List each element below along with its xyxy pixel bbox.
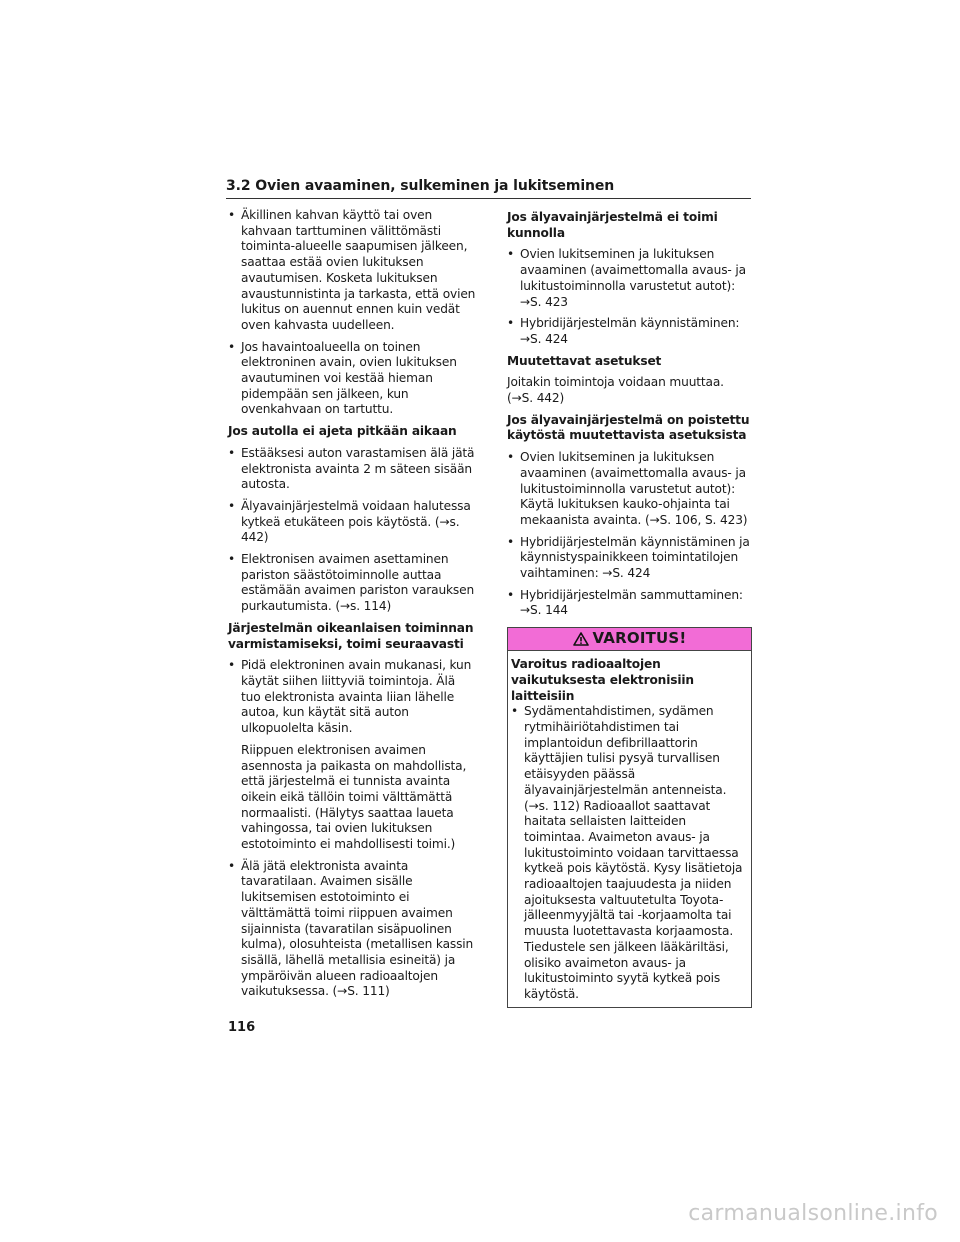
list-item: • Älyavainjärjestelmä voidaan halutessa kytkeä etukäteen pois käytöstä. (→s. 442) [228, 499, 476, 546]
subheading: Muutettavat asetukset [507, 353, 662, 368]
subheading: Jos älyavainjärjestelmä on poistettu käytöstä muutettavista asetuksista [507, 412, 750, 443]
warning-header [508, 628, 751, 651]
warning-body [508, 651, 751, 1006]
left-column [228, 208, 476, 1006]
list-item: • Älä jätä elektronista avainta tavaratilaan. Avaimen sisälle lukitsemisen estotoiminto ei välttämättä toimi riippuen avaimen sijainnista (tavaratilan sisäpuolinen kulma), olosuhteista (metallisen kassin sisällä, lähellä metallisia esineitä) ja ympäröivän alueen radioaaltojen vaikutuksessa. (→S. 111) [228, 859, 476, 1000]
list-item: • Jos havaintoalueella on toinen elektroninen avain, ovien lukituksen avautuminen voi kestää hieman pidempään sen jälkeen, kun ovenkahvaan on tartuttu. [228, 340, 476, 419]
subheading: Järjestelmän oikeanlaisen toiminnan varmistamiseksi, toimi seuraavasti [228, 620, 474, 651]
subheading: Jos älyavainjärjestelmä ei toimi kunnolla [507, 210, 718, 240]
warning-title: VAROITUS! [592, 629, 687, 648]
section-header [226, 178, 751, 199]
list-item: • Ovien lukitseminen ja lukituksen avaaminen (avaimettomalla avaus- ja lukitustoiminnolla varustetut autot): →S. 423 [507, 247, 752, 310]
subheading: Jos autolla ei ajeta pitkään aikaan [228, 424, 457, 439]
list-item: • Hybridijärjestelmän sammuttaminen: →S. 144 [507, 588, 752, 619]
warning-box [507, 627, 752, 1007]
list-item: • Elektronisen avaimen asettaminen pariston säästötoiminnolle auttaa estämään avaimen pariston varauksen purkautumista. (→s. 114) [228, 552, 476, 615]
section-title: 3.2 Ovien avaaminen, sulkeminen ja lukitseminen [226, 178, 751, 199]
list-item-continuation: Riippuen elektronisen avaimen asennosta ja paikasta on mahdollista, että järjestelmä ei tunnista avainta oikein eikä tällöin toimi välttämättä normaalisti. (Hälytys saattaa laueta vahingossa, tai ovien lukituksen estotoiminto ei mahdollisesti toimi.) [241, 742, 467, 852]
list-item: • Estääksesi auton varastamisen älä jätä elektronista avainta 2 m säteen sisään autosta. [228, 446, 476, 493]
list-item: • Hybridijärjestelmän käynnistäminen ja käynnistyspainikkeen toimintatilojen vaihtaminen: →S. 424 [507, 535, 752, 582]
watermark-text: carmanualsonline.info [688, 1201, 938, 1226]
warning-triangle-icon [573, 632, 589, 646]
right-column [507, 208, 752, 1008]
list-item: • Äkillinen kahvan käyttö tai oven kahvaan tarttuminen välittömästi toiminta-alueelle saapumisen jälkeen, saattaa estää ovien lukituksen avautumisen. Kosketa lukituksen avaustunnistinta ja tarkasta, että ovien lukitus on auennut ennen kuin vedät oven kahvasta uudelleen. [228, 208, 476, 334]
warning-heading: Varoitus radioaaltojen vaikutuksesta elektronisiin laitteisiin [511, 657, 694, 703]
paragraph: Joitakin toimintoja voidaan muuttaa. (→S. 442) [507, 375, 724, 406]
list-item: • Ovien lukitseminen ja lukituksen avaaminen (avaimettomalla avaus- ja lukitustoiminnolla varustetut autot): Käytä lukituksen kauko-ohjainta tai mekaanista avainta. (→S. 106, S. 423) [507, 450, 752, 529]
list-item: • Pidä elektroninen avain mukanasi, kun käytät siihen liittyviä toimintoja. Älä tuo elektronista avainta liian lähelle autoa, kun käytät sitä auton ulkopuolelta käsin. [228, 658, 476, 737]
page-number: 116 [228, 1020, 256, 1035]
list-item: • Hybridijärjestelmän käynnistäminen: →S. 424 [507, 316, 752, 347]
list-item: • Sydämentahdistimen, sydämen rytmihäiriötahdistimen tai implantoidun defibrillaattorin käyttäjien tulisi pysyä turvallisen etäisyyden päässä älyavainjärjestelmän antenneista. (→s. 112) Radioaallot saattavat haitata sellaisten laitteiden toimintaa. Avaimeton avaus- ja lukitustoiminto voidaan tarvittaessa kytkeä pois käytöstä. Kysy lisätietoja radioaaltojen taajuudesta ja niiden ajoituksesta valtuutetulta Toyota-jälleenmyyjältä tai -korjaamolta tai muusta luotettavasta korjaamosta. Tiedustele sen jälkeen lääkäriltäsi, olisiko avaimeton avaus- ja lukitustoiminto syytä kytkeä pois käytöstä. [511, 704, 749, 1002]
